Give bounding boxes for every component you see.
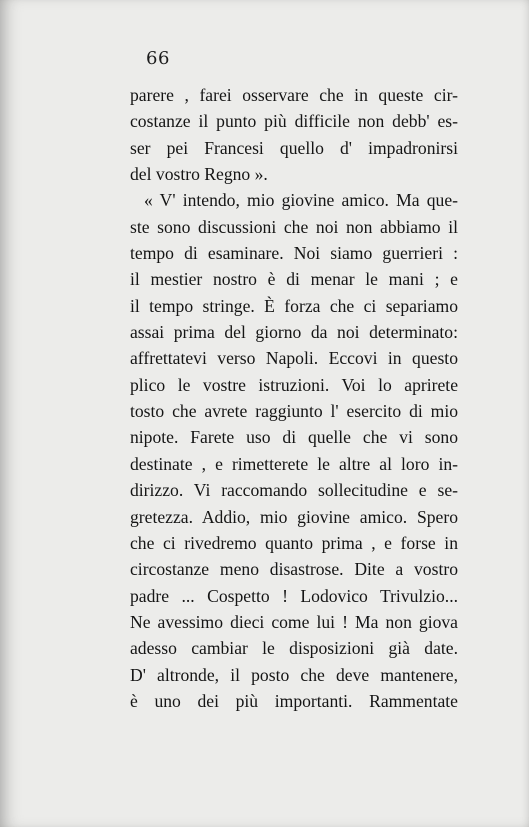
text-line: circostanze meno disastrose. Dite a vostro (130, 559, 458, 580)
text-line: ser pei Francesi quello d' impadronirsi (130, 137, 458, 158)
text-line: è uno dei più importanti. Rammentate (130, 690, 458, 711)
text-line: affrettatevi verso Napoli. Eccovi in questo (130, 348, 458, 369)
text-line: parere , farei osservare che in queste cir- (130, 85, 458, 105)
text-line: Ne avessimo dieci come lui ! Ma non giova (130, 611, 458, 632)
text-line: plico le vostre istruzioni. Voi lo aprirete (130, 374, 458, 395)
text-line: ste sono discussioni che noi non abbiamo il (130, 216, 458, 237)
text-line: costanze il punto più difficile non debb' es- (130, 111, 458, 132)
text-line: tempo di esaminare. Noi siamo guerrieri : (130, 243, 458, 264)
text-line: del vostro Regno ». (130, 164, 268, 185)
text-line: adesso cambiar le disposizioni già date. (130, 638, 458, 659)
text-line: « V' intendo, mio giovine amico. Ma que- (144, 190, 458, 211)
body-text (130, 82, 458, 714)
text-line: D' altronde, il posto che deve mantenere, (130, 664, 458, 685)
text-line: assai prima del giorno da noi determinato: (130, 322, 458, 343)
text-line: dirizzo. Vi raccomando sollecitudine e se- (130, 480, 458, 501)
text-line: il tempo stringe. È forza che ci separiamo (130, 295, 458, 316)
text-line: padre ... Cospetto ! Lodovico Trivulzio... (130, 585, 458, 606)
text-line: il mestier nostro è di menar le mani ; e (130, 269, 458, 290)
text-line: gretezza. Addio, mio giovine amico. Spero (130, 506, 458, 527)
text-line: tosto che avrete raggiunto l' esercito di mio (130, 401, 458, 422)
page-number: 66 (146, 48, 170, 69)
text-line: nipote. Farete uso di quelle che vi sono (130, 427, 458, 448)
text-line: che ci rivedremo quanto prima , e forse in (130, 532, 458, 553)
text-line: destinate , e rimetterete le altre al loro in- (130, 453, 458, 474)
